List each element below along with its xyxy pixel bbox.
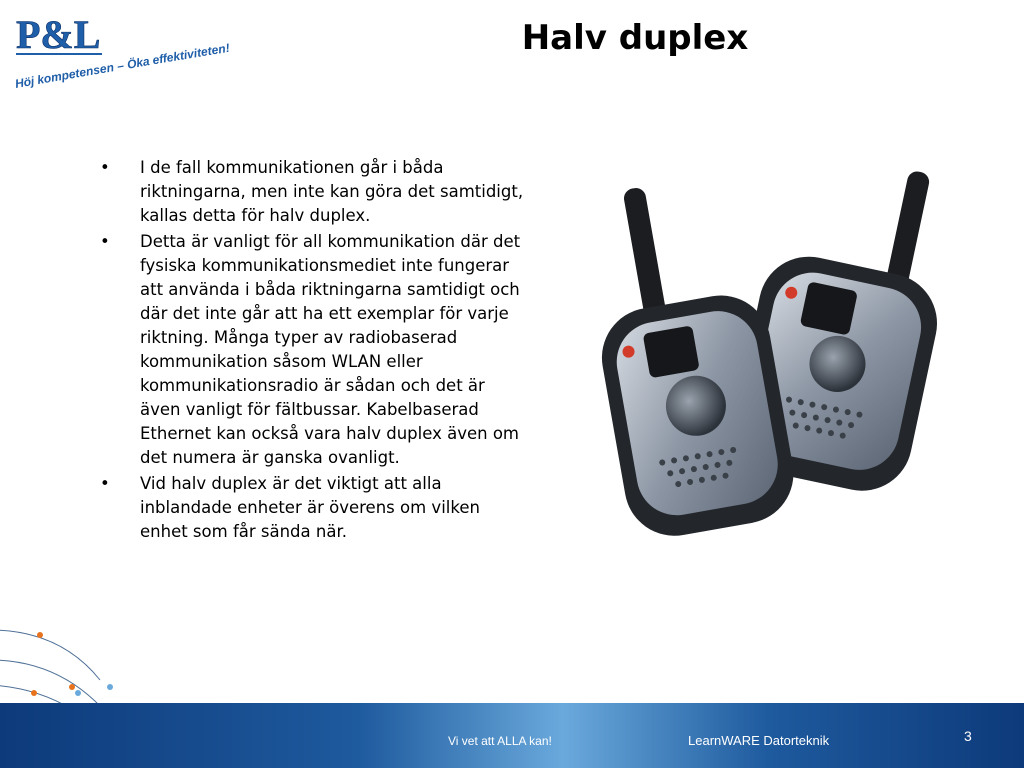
logo-wordmark: P&L	[16, 12, 101, 57]
footer-tagline: Vi vet att ALLA kan!	[448, 734, 552, 748]
bullet-item	[100, 156, 530, 228]
company-logo	[10, 8, 260, 98]
bullet-text: I de fall kommunikationen går i båda riktningarna, men inte kan göra det samtidigt, kallas detta för halv duplex.	[140, 158, 524, 225]
bullet-marker: •	[100, 232, 110, 251]
bullet-marker: •	[100, 474, 110, 493]
logo-slogan: Höj kompetensen – Öka effektiviteten!	[14, 40, 231, 91]
bullet-text: Vid halv duplex är det viktigt att alla inblandade enheter är överens om vilken enhet som får sända när.	[140, 474, 480, 541]
bullet-marker: •	[100, 158, 110, 177]
bullet-item	[100, 230, 530, 470]
slide-title: Halv duplex	[521, 18, 749, 58]
footer-brand: LearnWARE Datorteknik	[688, 733, 830, 748]
radio-front	[600, 169, 801, 540]
bullet-text: Detta är vanligt för all kommunikation där det fysiska kommunikationsmediet inte fungerar att använda i båda riktningarna samtidigt och där det inte går att ha ett exemplar för varje riktning. Många typer av radiobaserad kommunikation såsom WLAN eller kommunikationsradio är sådan och det är även vanligt för fältbussar. Kabelbaserad Ethernet kan också vara halv duplex även om det numera är ganska ovanligt.	[140, 232, 521, 467]
page-number: 3	[964, 728, 972, 744]
bullet-list	[100, 156, 530, 546]
walkie-talkie-illustration	[600, 150, 940, 540]
bullet-item	[100, 472, 530, 544]
